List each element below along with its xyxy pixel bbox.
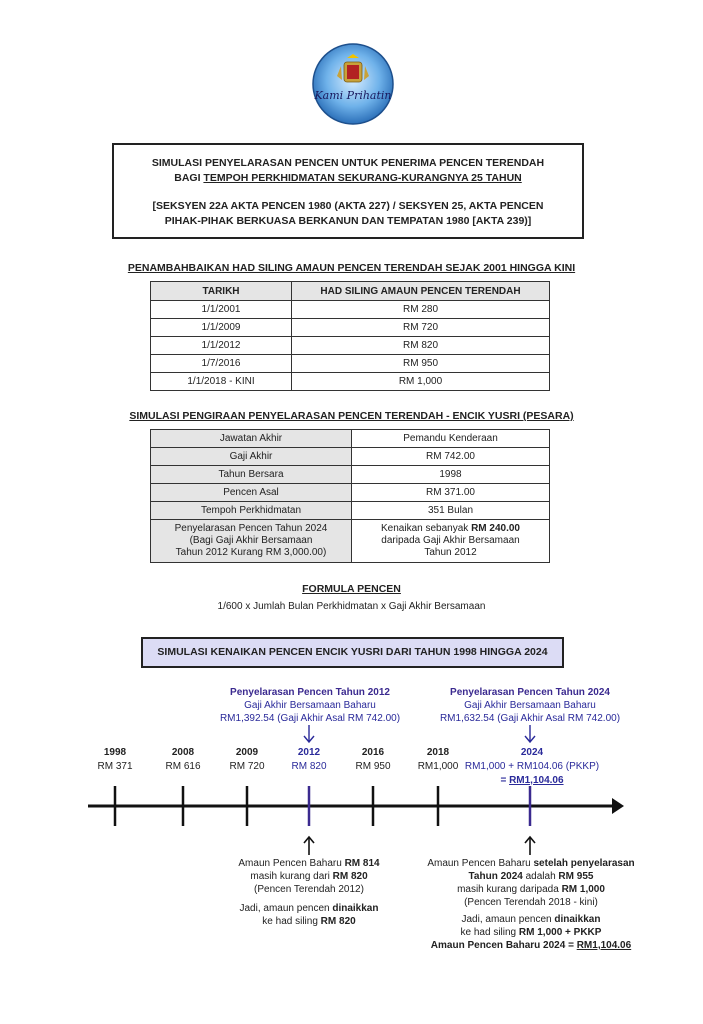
simulation-banner: SIMULASI KENAIKAN PENCEN ENCIK YUSRI DARI TAHUN 1998 HINGGA 2024 xyxy=(141,637,564,668)
table-row: 1/1/2012 RM 820 xyxy=(151,337,550,355)
up-arrow-icon-2024 xyxy=(525,837,535,855)
table-row: Jawatan Akhir Pemandu Kenderaan xyxy=(151,430,550,448)
ceiling-table xyxy=(150,281,550,391)
callout-2012: Penyelarasan Pencen Tahun 2012 Gaji Akhir Bersamaan Baharu RM1,392.54 (Gaji Akhir Asal RM 742.00) xyxy=(219,687,401,724)
table-row: Pencen Asal RM 371.00 xyxy=(151,484,550,502)
year-label-2016: 2016 RM 950 xyxy=(355,747,391,772)
down-arrow-icon-2024 xyxy=(525,725,535,742)
timeline xyxy=(0,720,703,860)
year-label-2018: 2018 RM1,000 xyxy=(417,747,459,772)
year-label-2024: 2024 RM1,000 + RM104.06 (PKKP) = RM1,104.06 xyxy=(464,747,600,786)
up-arrow-icon-2012 xyxy=(304,837,314,855)
formula-text: 1/600 x Jumlah Bulan Perkhidmatan x Gaji Akhir Bersamaan xyxy=(217,601,486,612)
callout-2024: Penyelarasan Pencen Tahun 2024 Gaji Akhir Bersamaan Baharu RM1,632.54 (Gaji Akhir Asal RM 742.00) xyxy=(439,687,621,724)
simulation-table xyxy=(150,429,550,563)
table-row: 1/1/2018 - KINI RM 1,000 xyxy=(151,373,550,391)
arrow-right-icon xyxy=(612,798,624,814)
title-line-4: PIHAK-PIHAK BERKUASA BERKANUN DAN TEMPATAN 1980 [AKTA 239)] xyxy=(164,215,532,227)
col-header-date: TARIKH xyxy=(151,282,292,301)
year-label-2009: 2009 RM 720 xyxy=(229,747,265,772)
svg-text:Kami Prihatin: Kami Prihatin xyxy=(314,89,392,102)
note-2012: Amaun Pencen Baharu RM 814 masih kurang dari RM 820 (Pencen Terendah 2012) Jadi, amaun pencen dinaikkan ke had siling RM 820 xyxy=(238,858,380,927)
table-row: Penyelarasan Pencen Tahun 2024 (Bagi Gaji Akhir Bersamaan Tahun 2012 Kurang RM 3,000.00) Kenaikan sebanyak RM 240.00 daripada Gaji Akhir Bersamaan Tahun 2012 xyxy=(151,520,550,563)
table-row: Tempoh Perkhidmatan 351 Bulan xyxy=(151,502,550,520)
col-header-ceiling: HAD SILING AMAUN PENCEN TERENDAH xyxy=(292,282,550,301)
formula-title: FORMULA PENCEN xyxy=(302,583,401,595)
down-arrow-icon-2012 xyxy=(304,725,314,742)
table2-heading: SIMULASI PENGIRAAN PENYELARASAN PENCEN TERENDAH - ENCIK YUSRI (PESARA) xyxy=(129,410,574,422)
table-row: 1/7/2016 RM 950 xyxy=(151,355,550,373)
table-row: Gaji Akhir RM 742.00 xyxy=(151,448,550,466)
table-row: 1/1/2001 RM 280 xyxy=(151,301,550,319)
table-row: 1/1/2009 RM 720 xyxy=(151,319,550,337)
year-label-1998: 1998 RM 371 xyxy=(97,747,133,772)
year-label-2008: 2008 RM 616 xyxy=(165,747,201,772)
title-line-3: [SEKSYEN 22A AKTA PENCEN 1980 (AKTA 227) / SEKSYEN 25, AKTA PENCEN xyxy=(152,200,544,212)
note-2024: Amaun Pencen Baharu setelah penyelarasan Tahun 2024 adalah RM 955 masih kurang daripada RM 1,000 (Pencen Terendah 2018 - kini) Jadi, amaun pencen dinaikkan ke had siling RM 1,000 + PKKP Amaun Pencen Baharu 2024 = RM1,104.06 xyxy=(427,858,635,951)
table-row: Tahun Bersara 1998 xyxy=(151,466,550,484)
year-label-2012: 2012 RM 820 xyxy=(291,747,327,772)
jpa-logo xyxy=(311,42,395,126)
title-line-1: SIMULASI PENYELARASAN PENCEN UNTUK PENERIMA PENCEN TERENDAH xyxy=(151,157,545,169)
table1-heading: PENAMBAHBAIKAN HAD SILING AMAUN PENCEN TERENDAH SEJAK 2001 HINGGA KINI xyxy=(127,262,576,274)
title-box xyxy=(112,143,584,239)
title-line-2: BAGI TEMPOH PERKHIDMATAN SEKURANG-KURANGNYA 25 TAHUN xyxy=(174,172,522,184)
